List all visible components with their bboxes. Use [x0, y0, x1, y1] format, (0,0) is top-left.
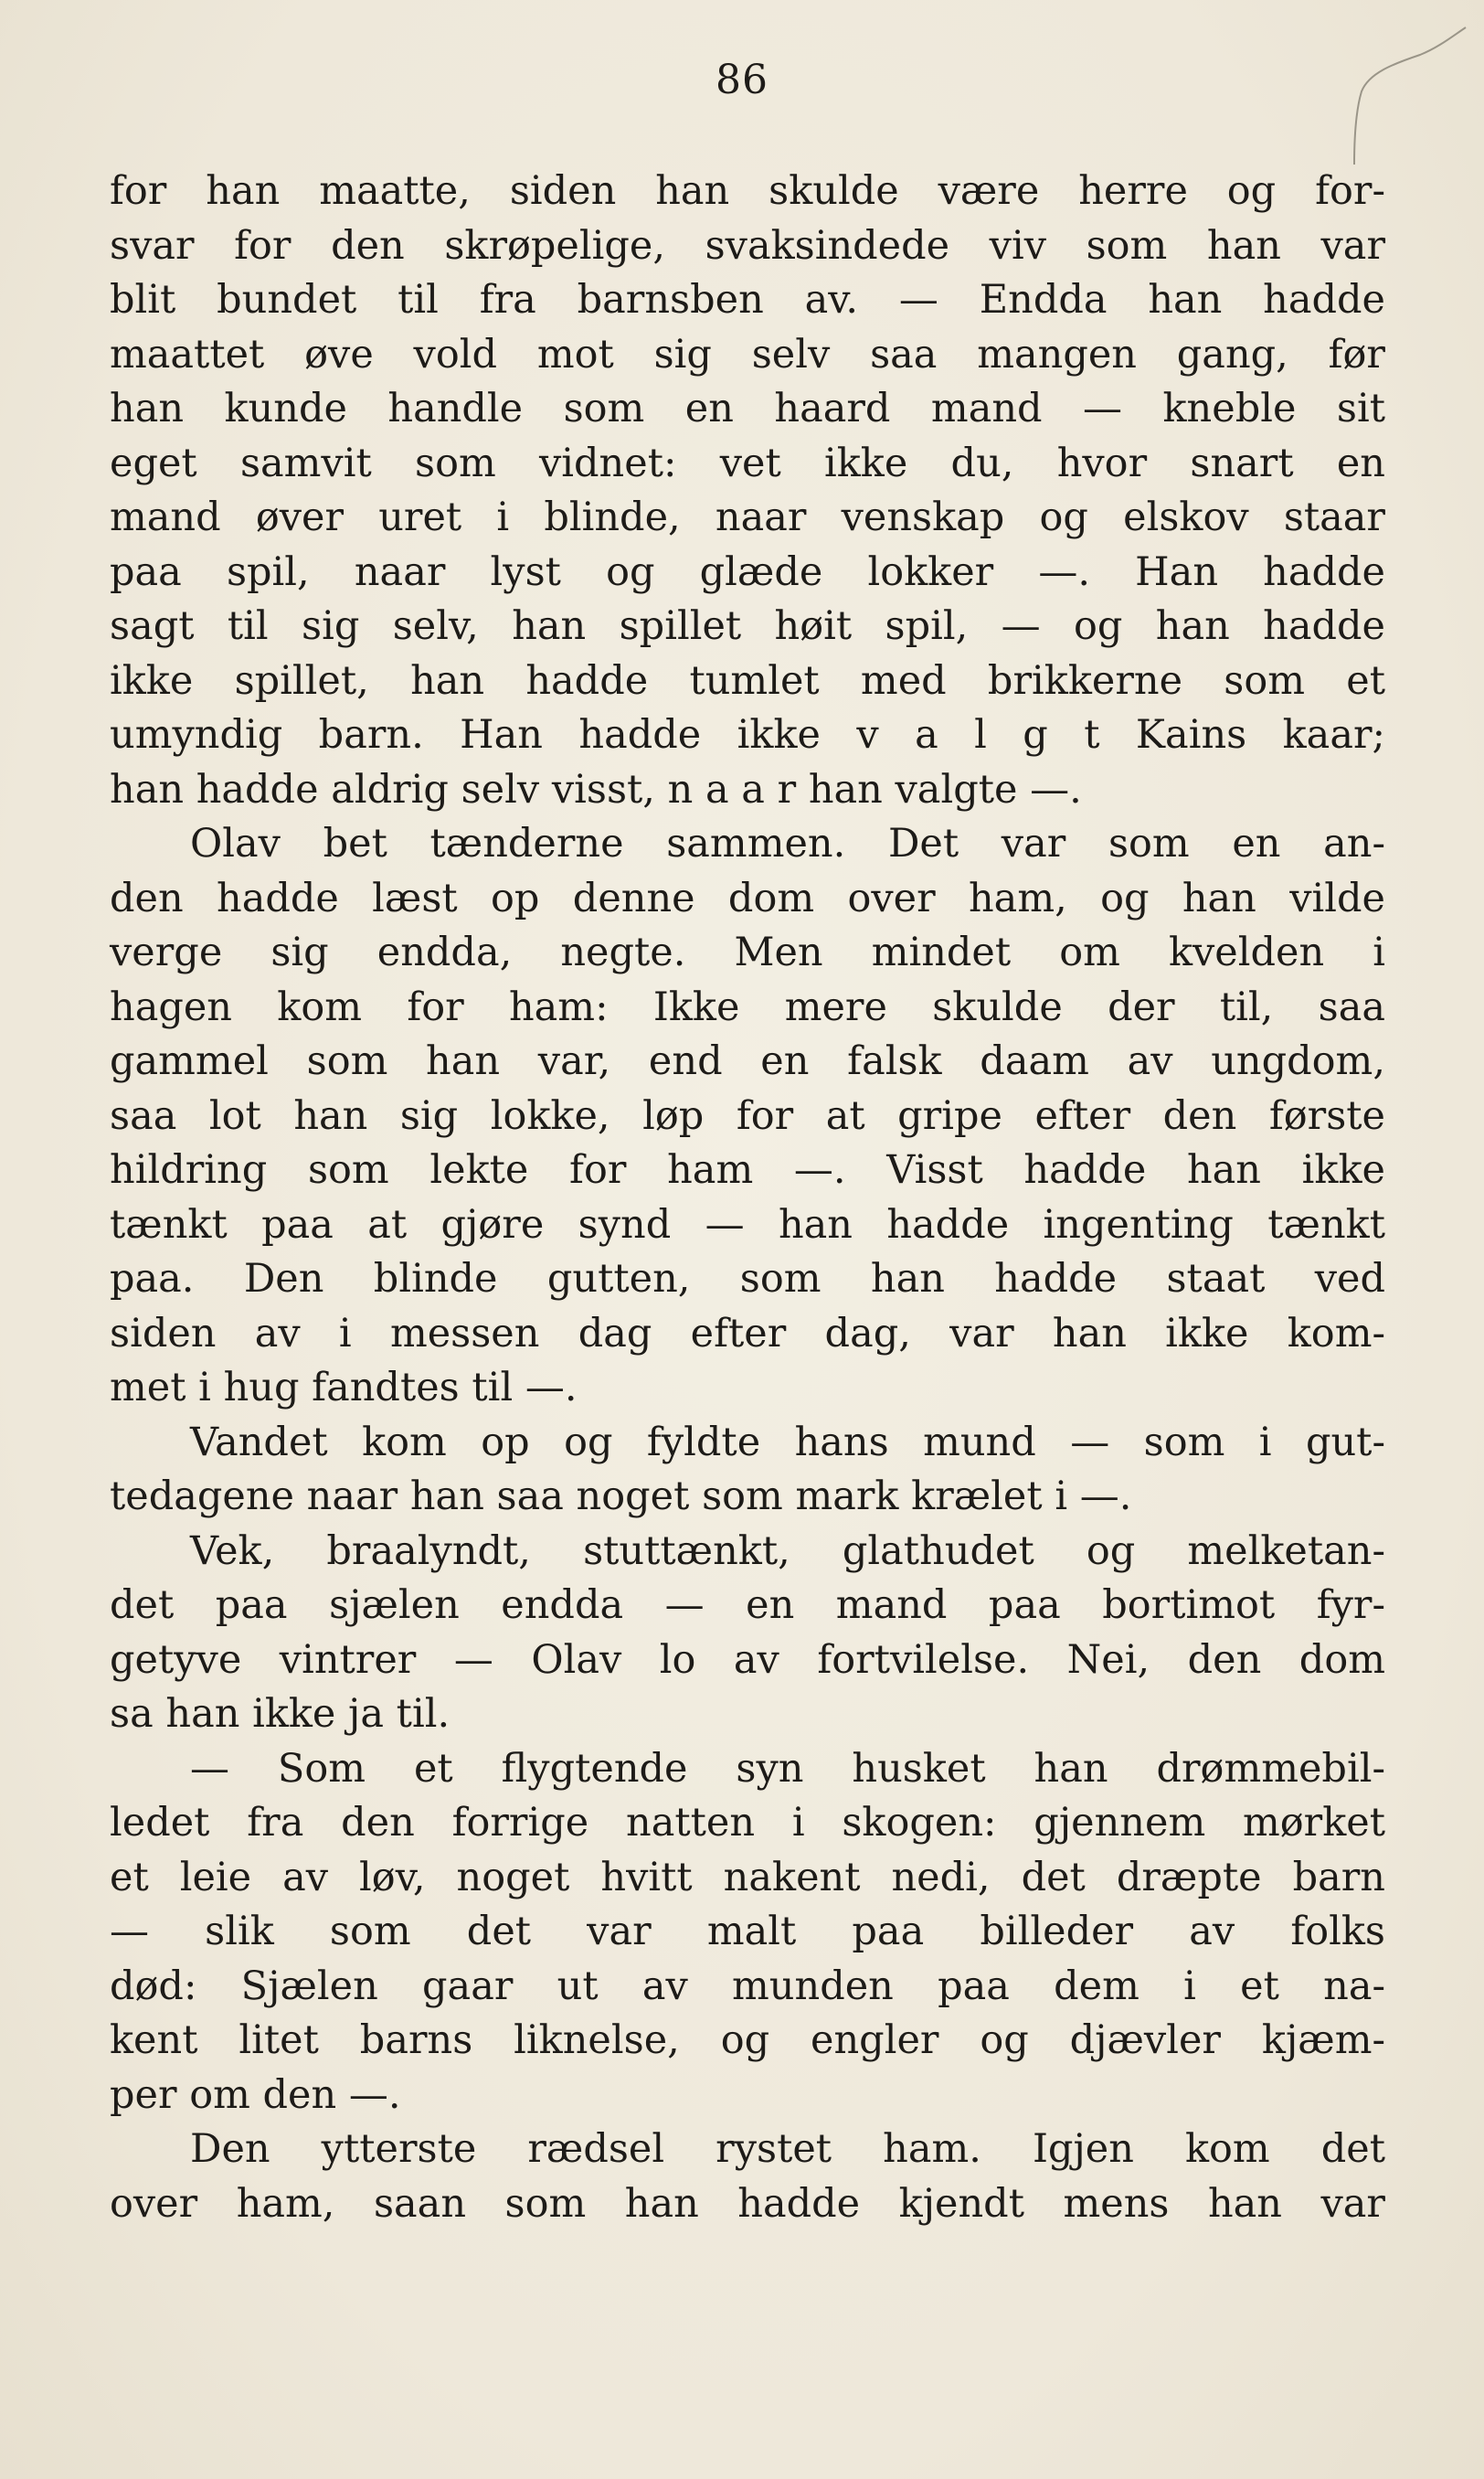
text-line: over ham, saan som han hadde kjendt mens han var	[110, 2180, 1385, 2227]
text-line: maattet øve vold mot sig selv saa mangen gang, før	[110, 331, 1385, 378]
text-line: svar for den skrøpelige, svaksindede viv som han var	[110, 222, 1385, 269]
text-line: et leie av løv, noget hvitt nakent nedi, det dræpte barn	[110, 1854, 1385, 1900]
text-line: tedagene naar han saa noget som mark krælet i —.	[110, 1474, 1132, 1519]
text-line: kent litet barns liknelse, og engler og djævler kjæm-	[110, 2017, 1385, 2063]
text-line: paa. Den blinde gutten, som han hadde staat ved	[110, 1256, 1385, 1302]
text-line: Vek, braalyndt, stuttænkt, glathudet og melketan-	[190, 1527, 1385, 1574]
text-line: — Som et flygtende syn husket han drømmebil-	[190, 1745, 1385, 1792]
text-line: siden av i messen dag efter dag, var han ikke kom-	[110, 1310, 1385, 1357]
text-line: umyndig barn. Han hadde ikke v a l g t Kains kaar;	[110, 712, 1385, 758]
text-line: paa spil, naar lyst og glæde lokker —. Han hadde	[110, 548, 1385, 595]
text-line: han kunde handle som en haard mand — kneble sit	[110, 386, 1385, 431]
text-line: verge sig endda, negte. Men mindet om kvelden i	[110, 930, 1385, 975]
text-line: for han maatte, siden han skulde være herre og for-	[110, 168, 1385, 214]
text-line: per om den —.	[110, 2071, 401, 2118]
text-line: met i hug fandtes til —.	[110, 1365, 578, 1410]
text-line: mand øver uret i blinde, naar venskap og elskov staar	[110, 495, 1385, 540]
text-line: saa lot han sig lokke, løp for at gripe efter den første	[110, 1092, 1385, 1139]
page-number: 86	[716, 57, 768, 103]
text-line: blit bundet til fra barnsben av. — Endda han hadde	[110, 277, 1385, 323]
text-line: gammel som han var, end en falsk daam av ungdom,	[110, 1038, 1385, 1084]
text-line: hildring som lekte for ham —. Visst hadde han ikke	[110, 1147, 1385, 1193]
text-line: eget samvit som vidnet: vet ikke du, hvor snart en	[110, 440, 1385, 486]
text-line: hagen kom for ham: Ikke mere skulde der til, saa	[110, 984, 1385, 1030]
text-line: — slik som det var malt paa billeder av folks	[110, 1909, 1385, 1954]
text-line: den hadde læst op denne dom over ham, og han vilde	[110, 875, 1385, 921]
text-line: død: Sjælen gaar ut av munden paa dem i et na-	[110, 1963, 1385, 2009]
body-text	[110, 165, 1385, 2231]
text-line: han hadde aldrig selv visst, n a a r han valgte —.	[110, 766, 1082, 813]
pencil-mark-icon	[1301, 0, 1484, 183]
text-line: sagt til sig selv, han spillet høit spil, — og han hadde	[110, 603, 1385, 649]
text-line: getyve vintrer — Olav lo av fortvilelse. Nei, den dom	[110, 1636, 1385, 1683]
text-line: ikke spillet, han hadde tumlet med brikkerne som et	[110, 657, 1385, 704]
text-line: sa han ikke ja til.	[110, 1691, 450, 1737]
text-line: tænkt paa at gjøre synd — han hadde ingenting tænkt	[110, 1201, 1385, 1248]
text-line: Olav bet tænderne sammen. Det var som en an-	[190, 821, 1385, 867]
text-line: Vandet kom op og fyldte hans mund — som i gut-	[190, 1419, 1385, 1465]
text-line: ledet fra den forrige natten i skogen: gjennem mørket	[110, 1800, 1385, 1846]
text-line: Den ytterste rædsel rystet ham. Igjen kom det	[190, 2126, 1385, 2172]
text-line: det paa sjælen endda — en mand paa bortimot fyr-	[110, 1582, 1385, 1628]
